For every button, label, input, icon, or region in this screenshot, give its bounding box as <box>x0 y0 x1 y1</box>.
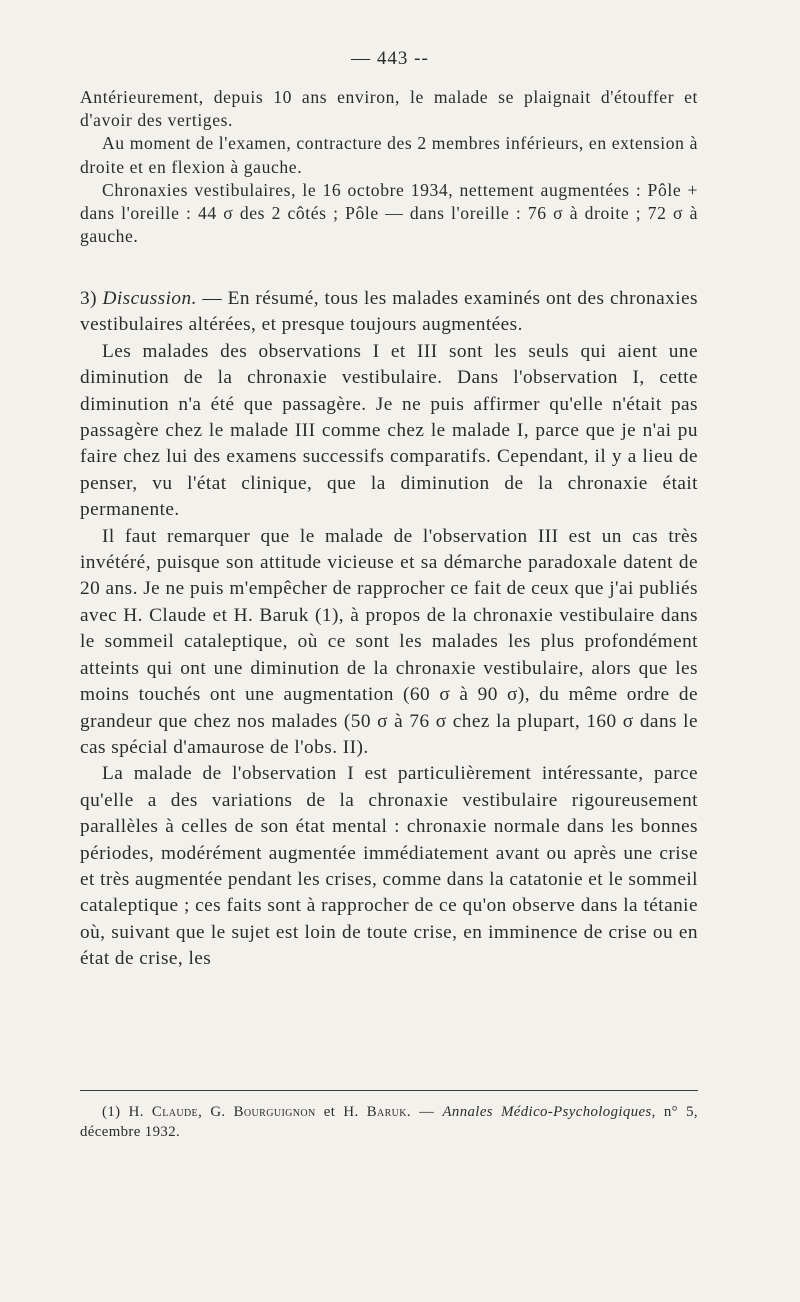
discussion-paragraph <box>80 286 698 339</box>
footnote-marker: (1) <box>102 1104 121 1120</box>
discussion-intro: — En résumé, tous les malades examinés ont des chronaxies vestibulaires altérées, et presque toujours augmentées. <box>80 288 698 336</box>
footnote-separator: , <box>198 1104 211 1120</box>
footnote-separator: et <box>315 1104 344 1120</box>
paragraph: Au moment de l'examen, contracture des 2 membres inférieurs, en extension à droite et en flexion à gauche. <box>80 133 698 177</box>
footnote-author: G. Bourguignon <box>210 1104 316 1120</box>
discussion-section <box>80 286 698 973</box>
observation-text <box>80 86 698 248</box>
paragraph: Antérieurement, depuis 10 ans environ, le malade se plaignait d'étouffer et d'avoir des vertiges. <box>80 87 698 131</box>
footnote-divider <box>80 1090 698 1091</box>
paragraph: Chronaxies vestibulaires, le 16 octobre 1934, nettement augmentées : Pôle + dans l'oreille : 44 σ des 2 côtés ; Pôle — dans l'oreille : 76 σ à droite ; 72 σ à gauche. <box>80 179 698 247</box>
section-number: 3) <box>80 288 97 309</box>
page-number: — 443 -- <box>351 48 429 69</box>
footnote-journal: Annales Médico-Psychologiques <box>442 1104 652 1120</box>
paragraph: Les malades des observations I et III sont les seuls qui aient une diminution de la chronaxie vestibulaire. Dans l'observation I, cette diminution n'a été que passagère. Je ne puis affirmer qu'elle n'était pas passagère chez le malade III comme chez le malade I, parce que je n'ai pu faire chez lui des examens successifs comparatifs. Cependant, il y a lieu de penser, vu l'état clinique, que la diminution de la chronaxie était permanente. <box>80 340 698 521</box>
section-title: Discussion. <box>102 288 197 309</box>
footnote-paragraph <box>80 1102 698 1142</box>
footnote-author: H. Baruk <box>343 1104 407 1120</box>
footnote-details: , n° 5, décembre 1932. <box>80 1104 699 1140</box>
paragraph: La malade de l'observation I est particulièrement intéressante, parce qu'elle a des variations de la chronaxie vestibulaire rigoureusement parallèles à celles de son état mental : chronaxie normale dans les bonnes périodes, modérément augmentée immédiatement avant ou après une crise et très augmentée pendant les crises, comme dans la catatonie et le sommeil cataleptique ; ces faits sont à rapprocher de ce qu'on observe dans la tétanie où, suivant que le sujet est loin de toute crise, en imminence de crise ou en état de crise, les <box>80 763 698 970</box>
footnote <box>80 1102 698 1142</box>
footnote-author: H. Claude <box>128 1104 199 1120</box>
footnote-separator: . — <box>406 1104 443 1120</box>
paragraph: Il faut remarquer que le malade de l'observation III est un cas très invétéré, puisque son attitude vicieuse et sa démarche paradoxale datent de 20 ans. Je ne puis m'empêcher de rapprocher ce fait de ceux que j'ai publiés avec H. Claude et H. Baruk (1), à propos de la chronaxie vestibulaire dans le sommeil cataleptique, où ce sont les malades les plus profondément atteints qui ont une diminution de la chronaxie vestibulaire, alors que les moins touchés ont une augmentation (60 σ à 90 σ), du même ordre de grandeur que chez nos malades (50 σ à 76 σ chez la plupart, 160 σ dans le cas spécial d'amaurose de l'obs. II). <box>80 525 698 758</box>
